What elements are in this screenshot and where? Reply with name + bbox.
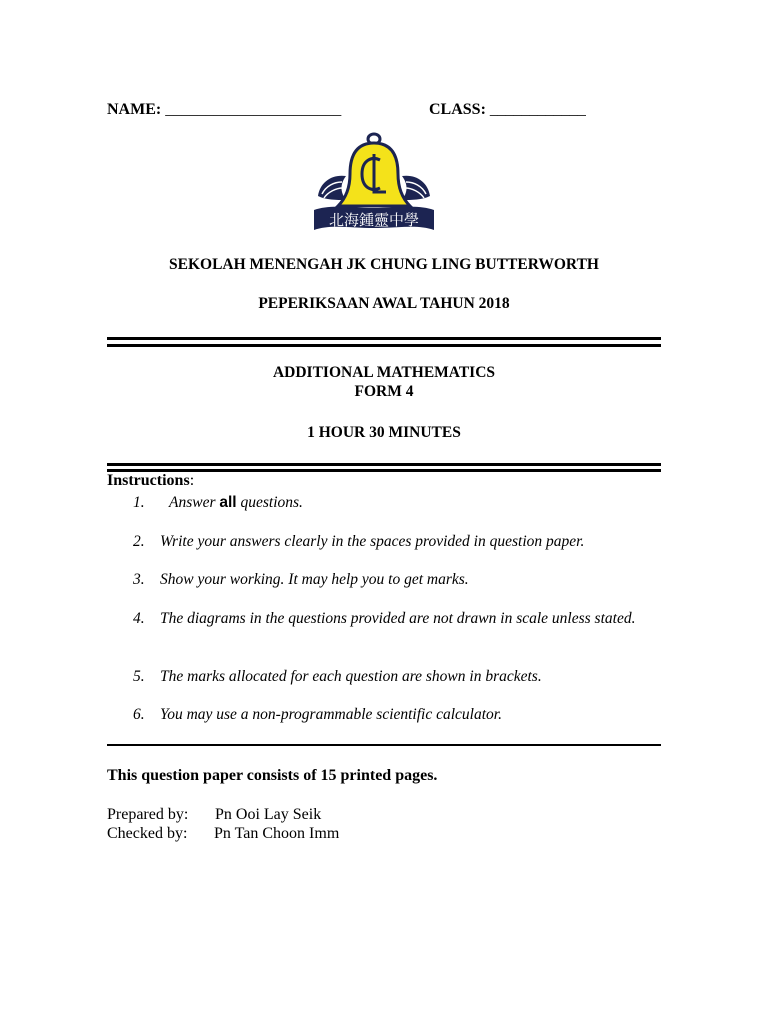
checked-by-label: Checked by: xyxy=(107,825,188,842)
instruction-number: 2. xyxy=(133,533,145,550)
instruction-text: The marks allocated for each question are shown in brackets. xyxy=(160,668,542,685)
prepared-by-name: Pn Ooi Lay Seik xyxy=(215,806,322,823)
school-name: SEKOLAH MENENGAH JK CHUNG LING BUTTERWORTH xyxy=(169,256,599,273)
instruction-number: 6. xyxy=(133,706,145,723)
instruction-text: Show your working. It may help you to get marks. xyxy=(160,571,469,588)
instruction-text: You may use a non-programmable scientific calculator. xyxy=(160,706,502,723)
instruction-text: Write your answers clearly in the spaces provided in question paper. xyxy=(160,533,585,550)
name-blank: ______________________ xyxy=(165,101,342,118)
instruction-text: Answer all questions. xyxy=(169,494,303,511)
name-field xyxy=(107,101,341,119)
instruction-number: 4. xyxy=(133,610,145,627)
form-title: FORM 4 xyxy=(354,383,414,400)
class-label: CLASS: xyxy=(429,101,486,118)
instructions-title: Instructions xyxy=(107,472,190,489)
checked-by-name: Pn Tan Choon Imm xyxy=(214,825,340,842)
single-rule xyxy=(107,744,661,746)
class-field xyxy=(429,101,586,119)
school-crest-icon xyxy=(310,130,438,246)
double-rule-top-1 xyxy=(107,337,661,340)
duration: 1 HOUR 30 MINUTES xyxy=(307,424,461,441)
pages-note: This question paper consists of 15 printed pages. xyxy=(107,767,438,784)
instruction-number: 3. xyxy=(133,571,145,588)
instruction-number: 1. xyxy=(133,494,145,511)
subject-title: ADDITIONAL MATHEMATICS xyxy=(272,364,496,381)
exam-name: PEPERIKSAAN AWAL TAHUN 2018 xyxy=(258,295,510,312)
name-label: NAME: xyxy=(107,101,162,118)
instruction-number: 5. xyxy=(133,668,145,685)
instructions-heading: Instructions: xyxy=(107,472,195,489)
class-blank: ____________ xyxy=(489,101,586,118)
crest-chinese-text: 北海鍾靈中學 xyxy=(328,211,420,229)
instruction-text: The diagrams in the questions provided are not drawn in scale unless stated. xyxy=(160,610,636,627)
double-rule-top-2 xyxy=(107,344,661,347)
prepared-by-label: Prepared by: xyxy=(107,806,189,823)
double-rule-mid-1 xyxy=(107,463,661,466)
